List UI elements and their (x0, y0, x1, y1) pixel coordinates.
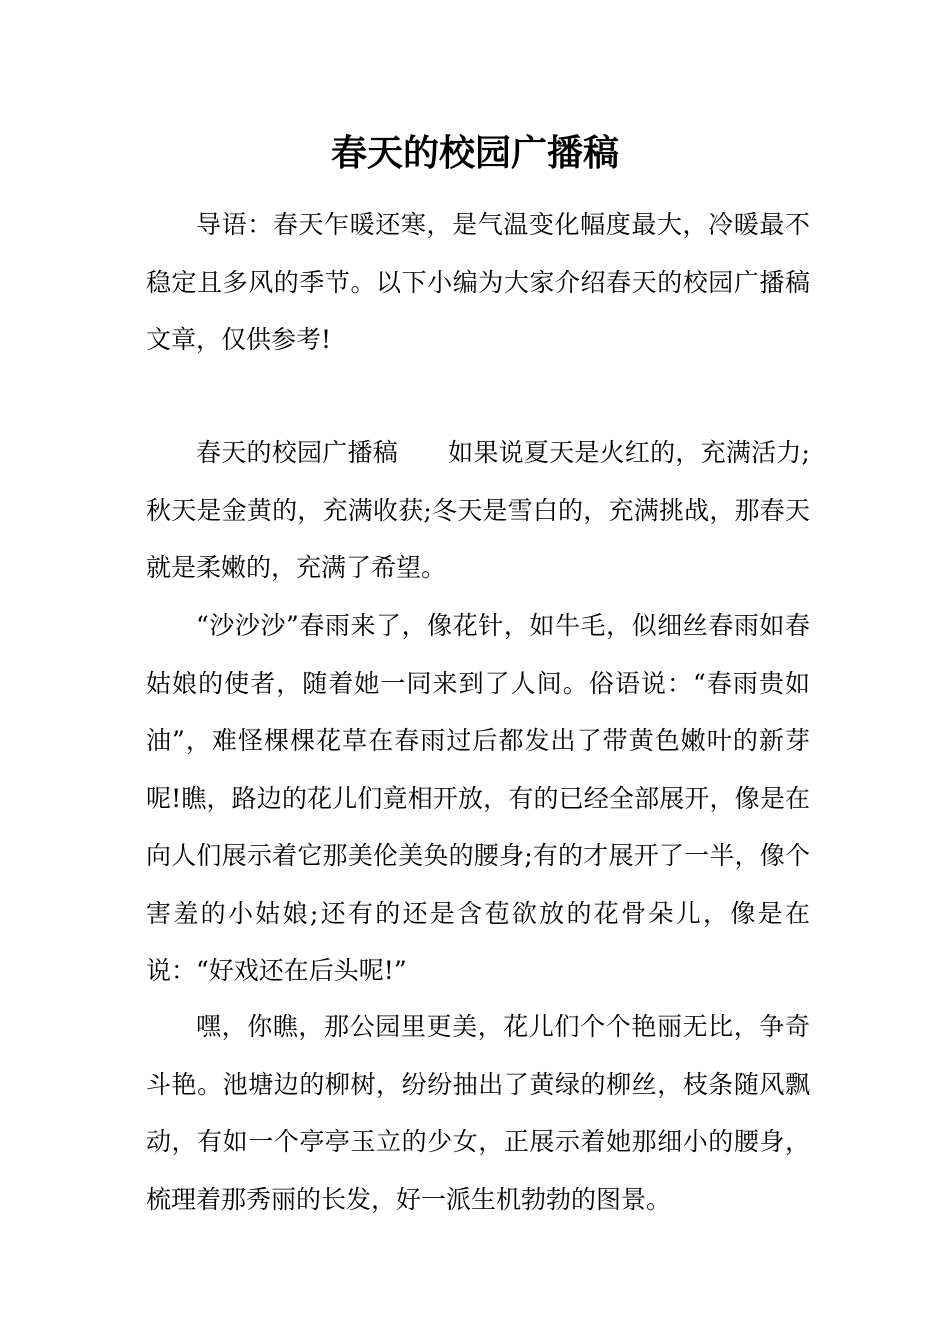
paragraph-3: 嘿，你瞧，那公园里更美，花儿们个个艳丽无比，争奇斗艳。池塘边的柳树，纷纷抽出了黄绿的柳丝，枝条随风飘动，有如一个亭亭玉立的少女，正展示着她那细小的腰身，梳理着那秀丽的长发，好一派生机勃勃的图景。 (146, 1012, 810, 1214)
paragraph-1 (146, 424, 810, 597)
paragraph-2: “沙沙沙”春雨来了，像花针，如牛毛，似细丝春雨如春姑娘的使者，随着她一同来到了人间。俗语说：“春雨贵如油”，难怪棵棵花草在春雨过后都发出了带黄色嫩叶的新芽呢!瞧，路边的花儿们竟相开放，有的已经全部展开，像是在向人们展示着它那美伦美奂的腰身;有的才展开了一半，像个害羞的小姑娘;还有的还是含苞欲放的花骨朵儿，像是在说：“好戏还在后头呢!” (146, 611, 810, 985)
document-title: 春天的校园广播稿 (330, 132, 619, 174)
paragraph-heading: 春天的校园广播稿 (196, 438, 398, 467)
intro-paragraph: 导语：春天乍暖还寒，是气温变化幅度最大，冷暖最不稳定且多风的季节。以下小编为大家介绍春天的校园广播稿文章，仅供参考! (146, 210, 810, 354)
paragraph-1-text: 如果说夏天是火红的，充满活力;秋天是金黄的，充满收获;冬天是雪白的，充满挑战，那春天就是柔嫩的，充满了希望。 (146, 438, 810, 582)
